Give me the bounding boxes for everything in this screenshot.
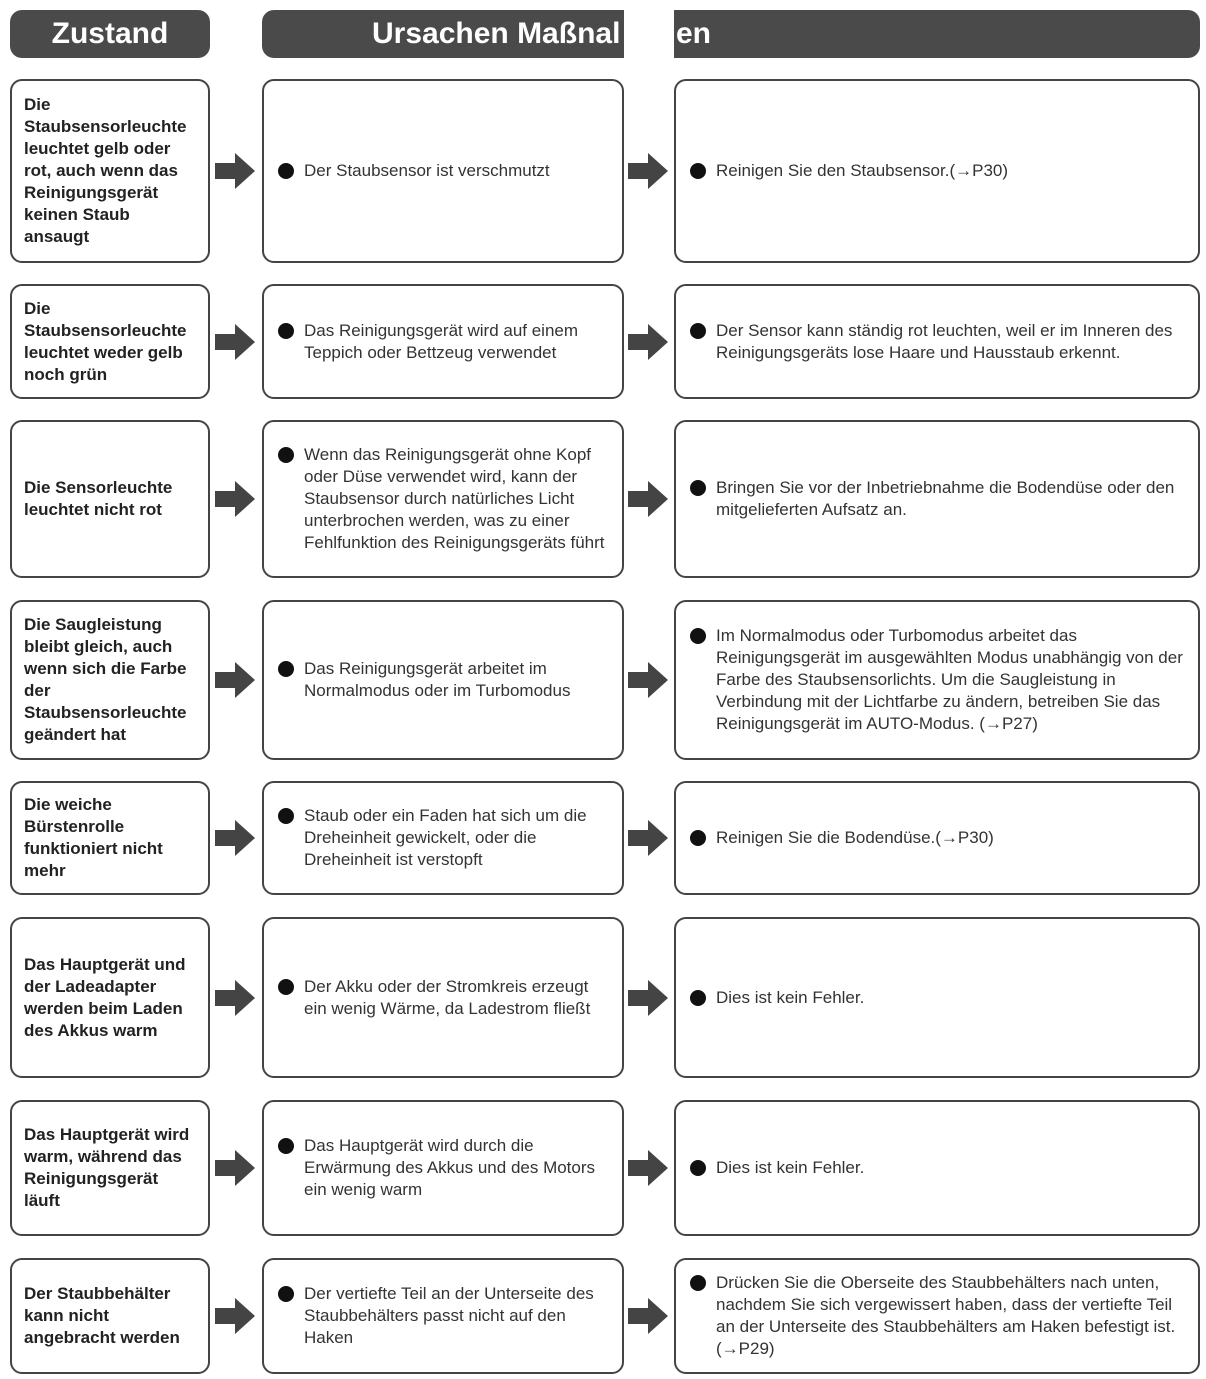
- bullet-icon: [278, 808, 294, 824]
- bullet-icon: [690, 163, 706, 179]
- massnahme-text: Dies ist kein Fehler.: [716, 1158, 865, 1177]
- arrow-right-icon: [628, 1150, 668, 1186]
- arrow-right-icon: [628, 153, 668, 189]
- table-row: [0, 420, 1206, 578]
- zustand-text: Die Sensorleuchte leuchtet nicht rot: [24, 478, 173, 519]
- table-row: [0, 1100, 1206, 1236]
- zustand-cell: [10, 917, 210, 1078]
- bullet-icon: [690, 830, 706, 846]
- ursache-cell: [262, 781, 624, 895]
- ursache-cell: [262, 1100, 624, 1236]
- ursache-text: Der Staubsensor ist verschmutzt: [304, 161, 550, 180]
- zustand-text: Die weiche Bürstenrolle funktioniert nicht mehr: [24, 795, 163, 880]
- arrow-right-icon: [628, 662, 668, 698]
- table-row: [0, 1258, 1206, 1374]
- massnahme-cell: [674, 1100, 1200, 1236]
- bullet-icon: [278, 979, 294, 995]
- ursache-text: Das Reinigungsgerät wird auf einem Teppich oder Bettzeug verwendet: [304, 320, 579, 362]
- massnahme-cell: [674, 79, 1200, 263]
- bullet-icon: [690, 628, 706, 644]
- arrow-right-icon: [215, 1298, 255, 1334]
- massnahme-text: Drücken Sie die Oberseite des Staubbehälters nach unten, nachdem Sie sich vergewissert haben, dass der vertiefte Teil an der Unterseite des Staubbehälters am Haken befestigt ist. (→P29): [716, 1273, 1176, 1358]
- table-row: [0, 600, 1206, 760]
- zustand-cell: [10, 1100, 210, 1236]
- header-massnahmen-label: en: [676, 17, 712, 50]
- arrow-right-icon: [215, 324, 255, 360]
- ursache-cell: [262, 600, 624, 760]
- massnahme-cell: [674, 781, 1200, 895]
- ursache-text: Das Hauptgerät wird durch die Erwärmung des Akkus und des Motors ein wenig warm: [304, 1136, 596, 1199]
- massnahme-text: Im Normalmodus oder Turbomodus arbeitet das Reinigungsgerät im ausgewählten Modus unabhängig von der Farbe des Staubsensorlichts. Um die Saugleistung in Verbindung mit der Lichtfarbe zu ändern, betreiben Sie das Reinigungsgerät im AUTO-Modus. (→P27): [716, 626, 1183, 733]
- header-zustand: [10, 10, 210, 58]
- zustand-cell: [10, 420, 210, 578]
- header-ursachen-label: Ursachen Maßnal: [372, 17, 621, 50]
- zustand-cell: [10, 600, 210, 760]
- ursache-text: Der Akku oder der Stromkreis erzeugt ein wenig Wärme, da Ladestrom fließt: [304, 976, 591, 1018]
- zustand-cell: [10, 781, 210, 895]
- bullet-icon: [690, 990, 706, 1006]
- zustand-text: Der Staubbehälter kann nicht angebracht werden: [24, 1284, 180, 1347]
- ursache-cell: [262, 284, 624, 399]
- bullet-icon: [278, 323, 294, 339]
- arrow-right-icon: [215, 662, 255, 698]
- ursache-text: Staub oder ein Faden hat sich um die Dreheinheit gewickelt, oder die Dreheinheit ist verstopft: [304, 806, 587, 869]
- bullet-icon: [278, 1138, 294, 1154]
- bullet-icon: [690, 323, 706, 339]
- massnahme-cell: [674, 600, 1200, 760]
- arrow-right-icon: [628, 481, 668, 517]
- arrow-right-icon: [628, 324, 668, 360]
- ursache-cell: [262, 79, 624, 263]
- zustand-text: Das Hauptgerät wird warm, während das Reinigungsgerät läuft: [24, 1125, 190, 1210]
- table-row: [0, 781, 1206, 895]
- zustand-text: Die Staubsensorleuchte leuchtet weder gelb noch grün: [24, 298, 187, 384]
- massnahme-cell: [674, 420, 1200, 578]
- massnahme-cell: [674, 917, 1200, 1078]
- header-ursachen: [262, 10, 624, 58]
- ursache-cell: [262, 1258, 624, 1374]
- arrow-right-icon: [628, 980, 668, 1016]
- bullet-icon: [690, 480, 706, 496]
- bullet-icon: [690, 1275, 706, 1291]
- zustand-cell: [10, 284, 210, 399]
- ursache-text: Wenn das Reinigungsgerät ohne Kopf oder Düse verwendet wird, kann der Staubsensor durch natürliches Licht unterbrochen werden, was zu einer Fehlfunktion des Reinigungsgeräts führt: [304, 445, 605, 552]
- massnahme-cell: [674, 1258, 1200, 1374]
- massnahme-text: Dies ist kein Fehler.: [716, 987, 865, 1007]
- bullet-icon: [278, 163, 294, 179]
- bullet-icon: [278, 447, 294, 463]
- arrow-right-icon: [215, 820, 255, 856]
- massnahme-cell: [674, 284, 1200, 399]
- ursache-text: Der vertiefte Teil an der Unterseite des Staubbehälters passt nicht auf den Haken: [304, 1284, 594, 1347]
- arrow-right-icon: [628, 1298, 668, 1334]
- arrow-right-icon: [628, 820, 668, 856]
- zustand-cell: [10, 1258, 210, 1374]
- ursache-cell: [262, 420, 624, 578]
- ursache-cell: [262, 917, 624, 1078]
- ursache-text: Das Reinigungsgerät arbeitet im Normalmodus oder im Turbomodus: [304, 659, 571, 700]
- massnahme-text: Reinigen Sie den Staubsensor.(→P30): [716, 161, 1009, 180]
- table-row: [0, 917, 1206, 1078]
- zustand-text: Die Saugleistung bleibt gleich, auch wenn sich die Farbe der Staubsensorleuchte geändert hat: [24, 615, 187, 744]
- arrow-right-icon: [215, 153, 255, 189]
- header-massnahmen: [674, 10, 1200, 58]
- massnahme-text: Bringen Sie vor der Inbetriebnahme die Bodendüse oder den mitgelieferten Aufsatz an.: [716, 478, 1175, 519]
- bullet-icon: [278, 661, 294, 677]
- zustand-text: Das Hauptgerät und der Ladeadapter werden beim Laden des Akkus warm: [24, 954, 186, 1040]
- table-row: [0, 79, 1206, 263]
- zustand-cell: [10, 79, 210, 263]
- header-zustand-label: Zustand: [51, 17, 169, 50]
- zustand-text: Die Staubsensorleuchte leuchtet gelb oder rot, auch wenn das Reinigungsgerät keinen Staub ansaugt: [24, 95, 187, 246]
- arrow-right-icon: [215, 980, 255, 1016]
- table-row: [0, 284, 1206, 399]
- bullet-icon: [278, 1286, 294, 1302]
- massnahme-text: Reinigen Sie die Bodendüse.(→P30): [716, 828, 994, 847]
- massnahme-text: Der Sensor kann ständig rot leuchten, weil er im Inneren des Reinigungsgeräts lose Haare und Hausstaub erkennt.: [716, 320, 1173, 362]
- arrow-right-icon: [215, 1150, 255, 1186]
- arrow-right-icon: [215, 481, 255, 517]
- bullet-icon: [690, 1160, 706, 1176]
